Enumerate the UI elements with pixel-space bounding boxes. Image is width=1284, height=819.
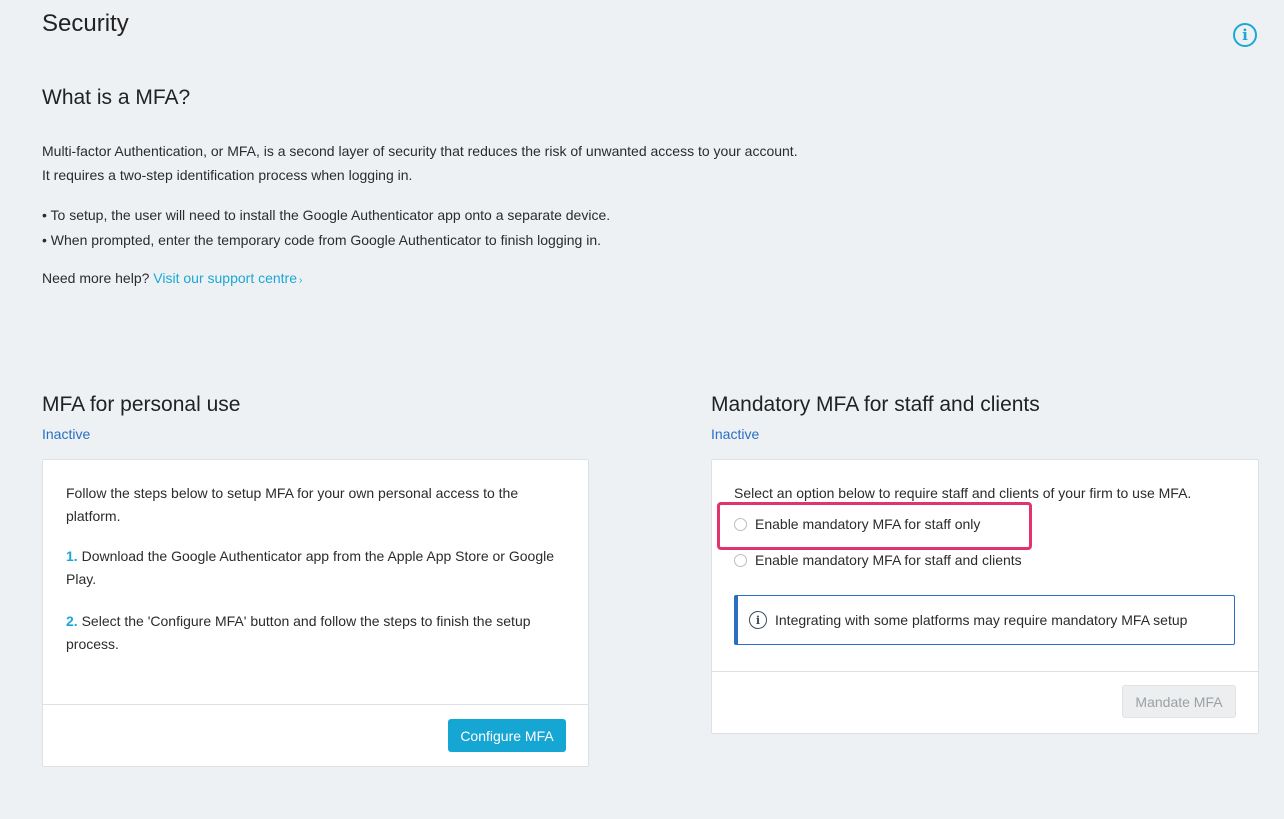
mandatory-mfa-status: Inactive — [711, 426, 760, 442]
info-icon[interactable]: i — [1233, 23, 1257, 47]
radio-button[interactable] — [734, 554, 747, 567]
personal-mfa-status: Inactive — [42, 426, 91, 442]
option-staff-only-label[interactable]: Enable mandatory MFA for staff only — [755, 516, 981, 532]
option-staff-only[interactable] — [734, 516, 980, 532]
step-number: 1. — [66, 548, 78, 564]
personal-mfa-card-footer — [43, 704, 588, 766]
support-centre-link-label[interactable]: Visit our support centre — [153, 270, 298, 286]
intro-line-2: It requires a two-step identification process when logging in. — [42, 167, 413, 183]
help-line — [42, 266, 302, 293]
mandate-mfa-button[interactable]: Mandate MFA — [1122, 685, 1236, 718]
intro-line-1: Multi-factor Authentication, or MFA, is a second layer of security that reduces the risk of unwanted access to your account. — [42, 143, 798, 159]
info-circle-icon: i — [749, 611, 767, 629]
support-centre-link[interactable] — [153, 270, 302, 286]
option-staff-and-clients[interactable] — [734, 552, 1022, 568]
mandatory-mfa-intro: Select an option below to require staff and clients of your firm to use MFA. — [734, 485, 1192, 501]
radio-button[interactable] — [734, 518, 747, 531]
intro-bullet-1: • To setup, the user will need to install the Google Authenticator app onto a separate device. — [42, 207, 611, 223]
intro-description — [42, 139, 798, 187]
page-title: Security — [42, 10, 129, 37]
option-staff-and-clients-label[interactable]: Enable mandatory MFA for staff and clients — [755, 552, 1022, 568]
step-number: 2. — [66, 613, 78, 629]
personal-mfa-intro: Follow the steps below to setup MFA for your own personal access to the platform. — [66, 485, 519, 524]
personal-mfa-title: MFA for personal use — [42, 393, 241, 416]
intro-bullets — [42, 203, 610, 253]
integration-notice — [734, 595, 1235, 645]
step-text: Select the 'Configure MFA' button and follow the steps to finish the setup process. — [66, 613, 531, 652]
personal-step-2 — [66, 610, 566, 656]
integration-notice-text: Integrating with some platforms may require mandatory MFA setup — [775, 612, 1188, 628]
step-text: Download the Google Authenticator app from the Apple App Store or Google Play. — [66, 548, 555, 587]
chevron-right-icon[interactable]: › — [299, 275, 303, 286]
intro-bullet-2: • When prompted, enter the temporary code from Google Authenticator to finish logging in. — [42, 232, 601, 248]
personal-step-1 — [66, 545, 566, 591]
help-prefix: Need more help? — [42, 270, 150, 286]
intro-heading: What is a MFA? — [42, 86, 191, 109]
mandatory-mfa-title: Mandatory MFA for staff and clients — [711, 393, 1040, 416]
configure-mfa-button[interactable]: Configure MFA — [448, 719, 566, 752]
mandatory-mfa-card-footer — [712, 671, 1258, 733]
personal-mfa-card — [42, 459, 589, 767]
